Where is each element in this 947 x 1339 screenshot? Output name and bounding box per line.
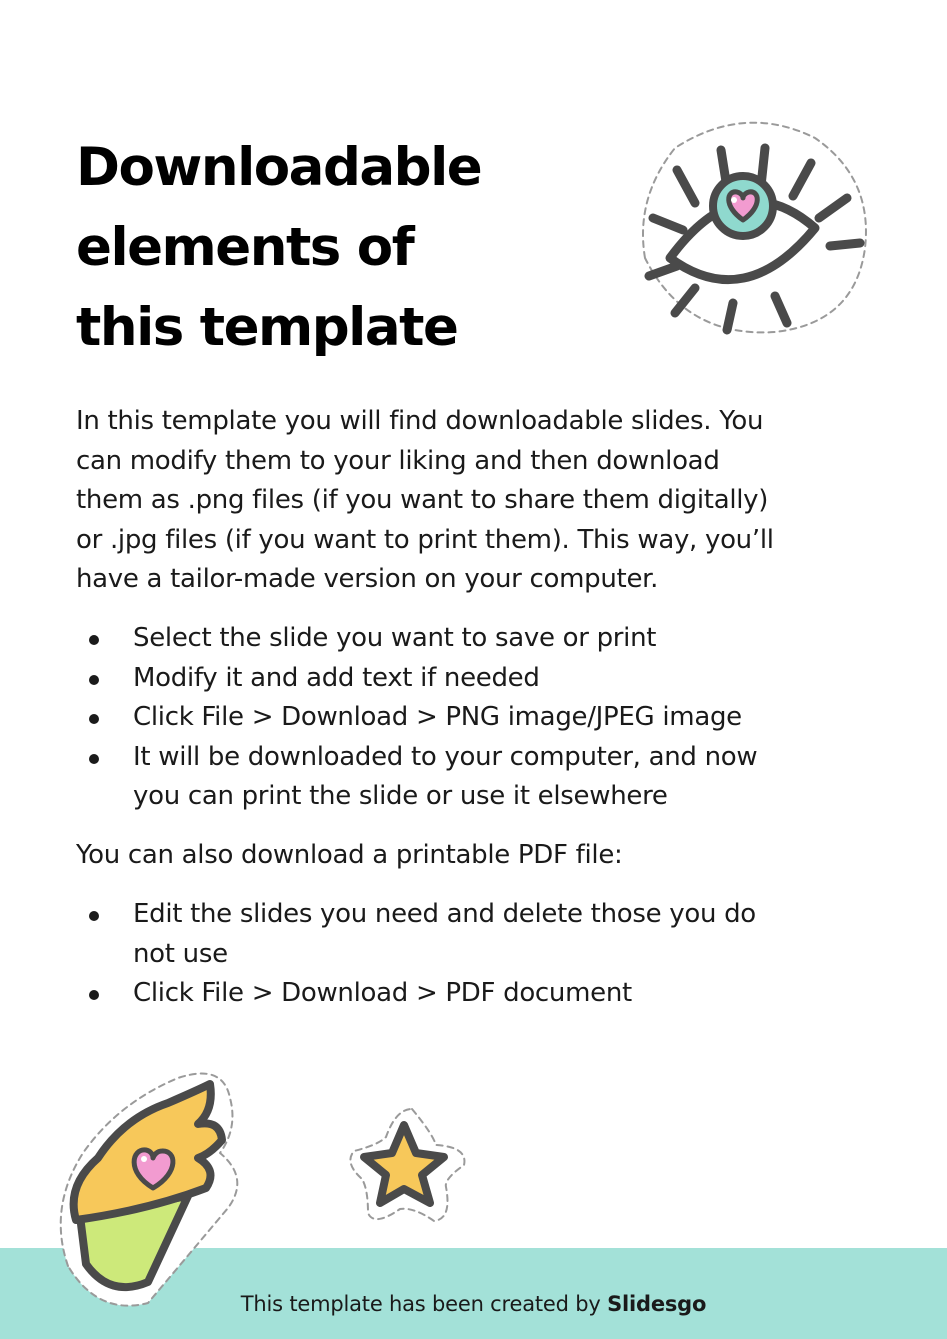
intro-paragraph (76, 402, 866, 600)
brand-name: Slidesgo (607, 1292, 707, 1316)
list-item-text: Click File > Download > PDF document (133, 978, 632, 1008)
list-item-text: you can print the slide or use it elsewhere (133, 781, 668, 811)
credit-text: This template has been created by (240, 1292, 608, 1316)
title-line-3: this template (76, 297, 458, 358)
png-steps-list (76, 619, 866, 817)
list-item-text: Modify it and add text if needed (133, 662, 540, 693)
list-item-text: Click File > Download > PNG image/JPEG image (133, 702, 742, 732)
pdf-intro: You can also download a printable PDF file: (76, 840, 623, 870)
intro-line: them as .png files (if you want to share them digitally) (76, 485, 769, 515)
list-item (76, 738, 866, 817)
list-item (76, 698, 866, 738)
list-item (76, 895, 866, 974)
intro-line: have a tailor-made version on your computer. (76, 564, 659, 594)
ice-cream-sticker-icon (38, 1058, 253, 1318)
list-item-text: Edit the slides you need and delete those you do (133, 899, 756, 929)
list-item-text: not use (133, 938, 228, 969)
intro-line: In this template you will find downloadable slides. You (76, 406, 764, 436)
title-line-1: Downloadable (76, 137, 482, 198)
list-item (76, 974, 866, 1014)
list-item-text: It will be downloaded to your computer, and now (133, 741, 758, 772)
list-item-text: Select the slide you want to save or print (133, 623, 657, 653)
eye-sticker-icon (615, 108, 877, 340)
intro-line: or .jpg files (if you want to print them). This way, you’ll (76, 524, 774, 555)
title-line-2: elements of (76, 217, 414, 278)
page-title (76, 128, 616, 368)
pdf-steps-list (76, 895, 866, 1014)
list-item (76, 659, 866, 699)
footer-credit (0, 1292, 947, 1316)
star-sticker-icon (340, 1103, 470, 1228)
list-item (76, 619, 866, 659)
intro-line: can modify them to your liking and then download (76, 445, 720, 476)
